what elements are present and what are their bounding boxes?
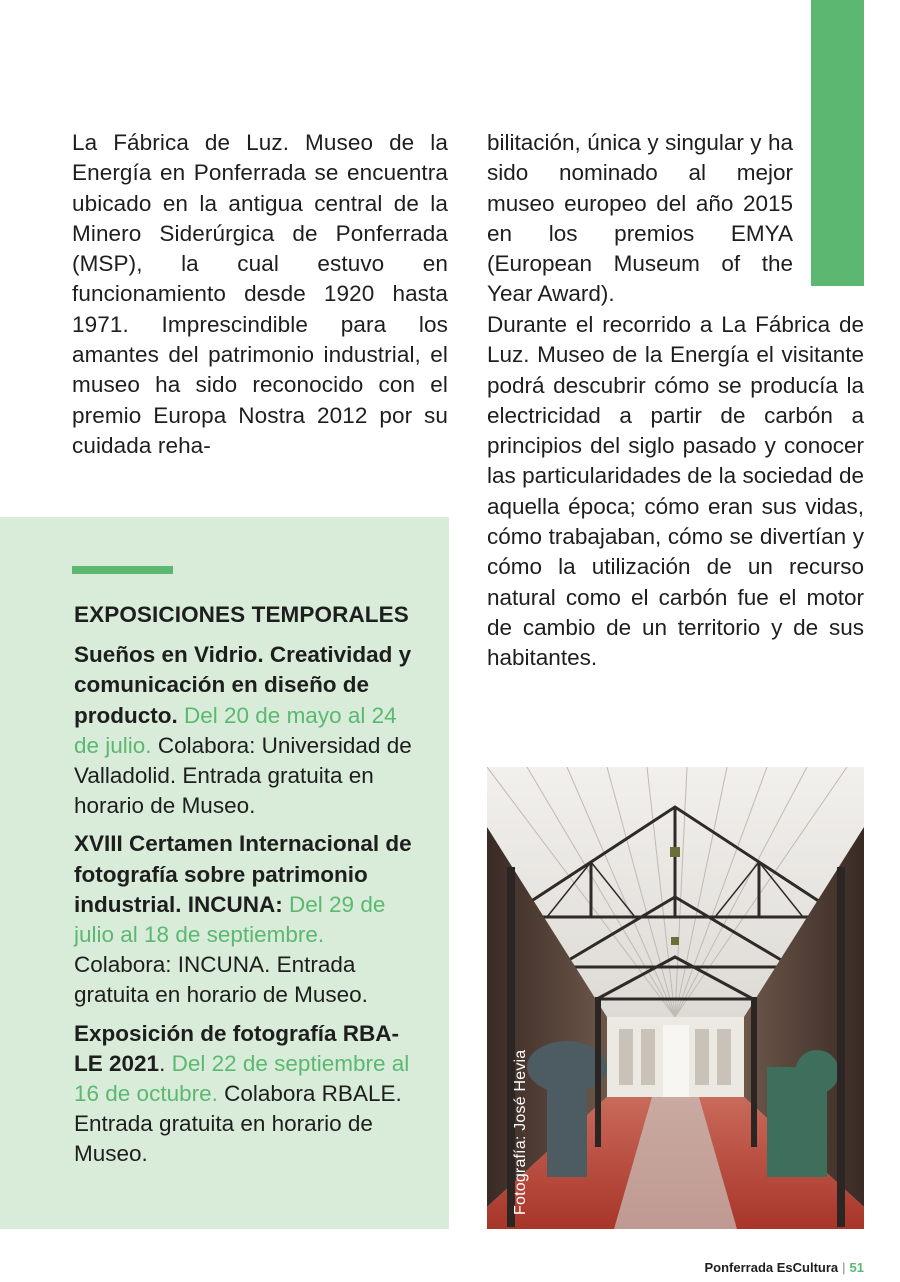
- intro-left-column: [72, 128, 448, 461]
- exhibitions-content: [74, 600, 419, 1178]
- exhibition-dates: Del 29 de julio al 18 de septiembre.: [74, 891, 386, 948]
- exhibition-info: Colabora RBALE. Entrada gratuita en horario de Museo.: [74, 1081, 402, 1167]
- exhibition-entry: [74, 1019, 419, 1170]
- museum-interior-photo: [487, 767, 864, 1229]
- page-number: 51: [849, 1260, 864, 1275]
- exhibition-dates: Del 20 de mayo al 24 de julio.: [74, 702, 397, 758]
- footer-separator: |: [842, 1260, 846, 1275]
- intro-paragraph-right: bilitación, única y singular y ha sido nominado al mejor museo europeo del año 2015 en los premios EMYA (European Museum of the Year Award).: [487, 130, 793, 307]
- photo-credit: Fotografía: José Hevia: [512, 1049, 529, 1215]
- exhibition-title-suffix: .: [159, 1050, 166, 1076]
- exhibition-entry: [74, 829, 419, 1010]
- page-footer: [704, 1260, 864, 1275]
- visit-description-column: [487, 310, 864, 674]
- exhibition-info: Colabora: Universidad de Valladolid. Entrada gratuita en horario de Museo.: [74, 732, 412, 819]
- exhibition-title: Sueños en Vidrio. Creatividad y comunicación en diseño de producto.: [74, 642, 412, 728]
- publication-name: Ponferrada EsCultura: [704, 1260, 839, 1275]
- intro-right-column: [487, 128, 793, 310]
- exhibitions-accent-rule: [72, 566, 173, 574]
- exhibition-title: Exposición de fotografía RBA-LE 2021: [74, 1020, 400, 1076]
- exhibition-dates: Del 22 de septiembre al 16 de octubre.: [74, 1050, 410, 1107]
- exhibitions-heading: EXPOSICIONES TEMPORALES: [74, 602, 409, 627]
- exhibition-title: XVIII Certamen Internacional de fotografía sobre patrimonio industrial. INCUNA:: [74, 831, 412, 917]
- visit-paragraph: Durante el recorrido a La Fábrica de Luz. Museo de la Energía el visitante podrá descubrir cómo se producía la electricidad a partir de carbón a principios del siglo pasado y conocer las particularidades de la sociedad de aquella época; cómo eran sus vidas, cómo trabajaban, cómo se divertían y cómo la utilización de un recurso natural como el carbón fue el motor de cambio de un territorio y de sus habitantes.: [487, 312, 864, 671]
- exhibition-info: Colabora: INCUNA. Entrada gratuita en horario de Museo.: [74, 952, 368, 1008]
- exhibition-entry: [74, 640, 419, 821]
- decorative-green-bar: [811, 0, 864, 286]
- intro-paragraph-left: La Fábrica de Luz. Museo de la Energía en Ponferrada se encuentra ubicado en la antigua central de la Minero Siderúrgica de Ponferrada (MSP), la cual estuvo en funcionamiento desde 1920 hasta 1971. Imprescindible para los amantes del patrimonio industrial, el museo ha sido reconocido con el premio Europa Nostra 2012 por su cuidada reha-: [72, 130, 448, 458]
